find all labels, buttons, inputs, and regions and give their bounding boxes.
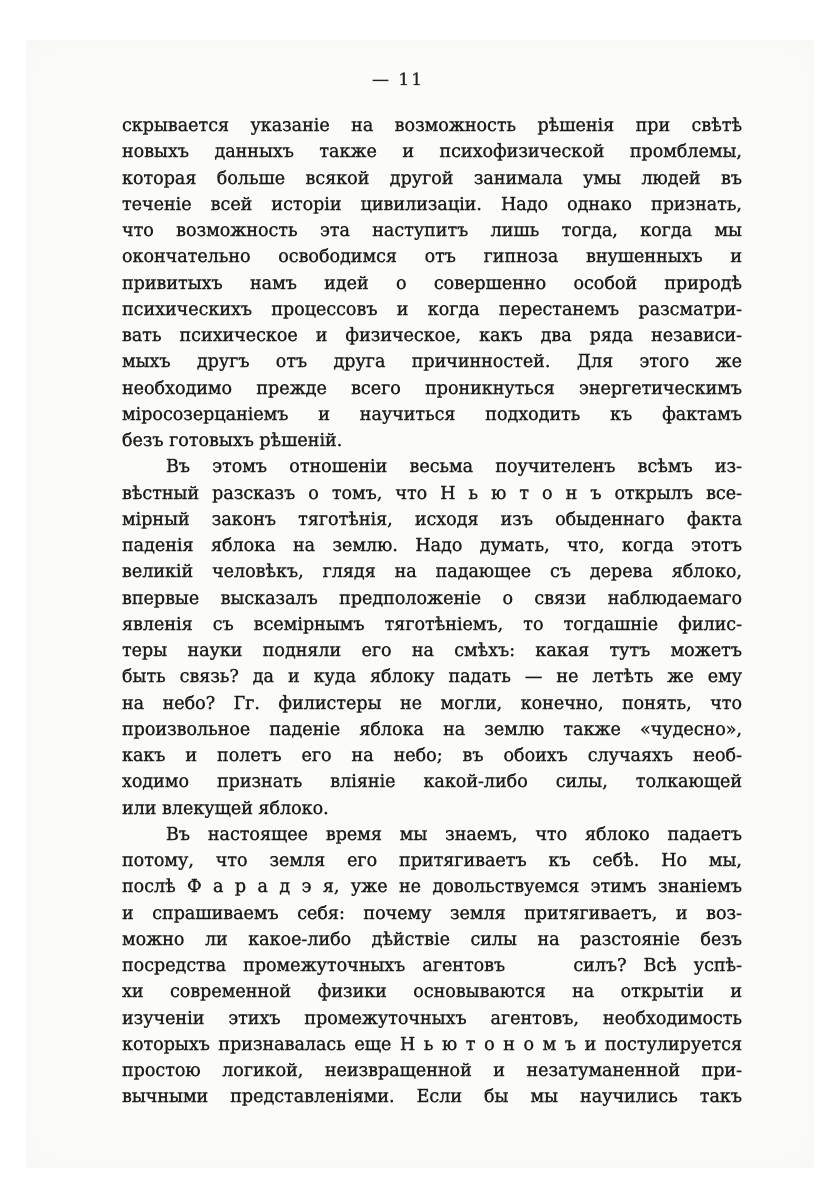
page-number: — 11 (371, 70, 425, 90)
text-line: необходимо прежде всего проникнуться энергетическимъ (122, 378, 742, 399)
text-line: психическихъ процессовъ и когда перестанемъ разсматри- (122, 299, 742, 320)
text-line: вычными представленіями. Если бы мы научились такъ (122, 1087, 742, 1108)
text-line: что возможность эта наступитъ лишь тогда, когда мы (122, 221, 742, 241)
text-line: Въ настоящее время мы знаемъ, что яблоко падаетъ (166, 824, 742, 845)
text-line: изученіи этихъ промежуточныхъ агентовъ, необходимость (122, 1008, 742, 1029)
text-line: быть связь? да и куда яблоку падать — не летѣть же ему (122, 667, 742, 688)
text-line: послѣ Ф а р а д э я, уже не довольствуемся этимъ знаніемъ (122, 877, 742, 898)
text-line: можно ли какое-либо дѣйствіе силы на разстояніе безъ (122, 929, 742, 950)
text-line: новыхъ данныхъ также и психофизической промблемы, (122, 142, 742, 163)
text-line: Въ этомъ отношеніи весьма поучителенъ всѣмъ из- (166, 457, 742, 478)
text-line: окончательно освободимся отъ гипноза внушенныхъ и (122, 247, 742, 268)
text-line: посредства промежуточныхъ агентовъ силъ? Всѣ успѣ- (122, 956, 742, 976)
text-line: впервые высказалъ предположеніе о связи наблюдаемаго (122, 588, 742, 609)
text-line: простою логикой, неизвращенной и незатуманенной при- (122, 1061, 742, 1081)
text-line: теченіе всей исторіи цивилизаціи. Надо однако признать, (122, 194, 742, 215)
text-line: которая больше всякой другой занимала умы людей въ (122, 168, 742, 189)
text-line: мыхъ другъ отъ друга причинностей. Для этого же (122, 352, 742, 373)
text-line: явленія съ всемірнымъ тяготѣніемъ, то тогдашніе филис- (122, 614, 742, 635)
text-line: какъ и полетъ его на небо; въ обоихъ случаяхъ необ- (122, 746, 742, 766)
text-line: вѣстный разсказъ о томъ, что Н ь ю т о н ъ открылъ все- (122, 483, 742, 504)
text-line: потому, что земля его притягиваетъ къ себѣ. Но мы, (122, 851, 742, 871)
text-line: ходимо признать вліяніе какой-либо силы, толкающей (122, 772, 742, 793)
text-line: безъ готовыхъ рѣшеній. (122, 431, 343, 451)
text-line: міросозерцаніемъ и научиться подходить къ фактамъ (122, 404, 742, 425)
text-line: привитыхъ намъ идей о совершенно особой природѣ (122, 273, 742, 294)
text-line: паденія яблока на землю. Надо думать, что, когда этотъ (122, 536, 742, 556)
text-line: или влекущей яблоко. (122, 798, 329, 819)
text-line: которыхъ признавалась еще Н ь ю т о н о м ъ и постулируется (122, 1034, 742, 1055)
text-line: скрывается указаніе на возможность рѣшенія при свѣтѣ (122, 116, 742, 136)
text-line: на небо? Гг. филистеры не могли, конечно, понять, что (122, 693, 742, 714)
text-line: вать психическое и физическое, какъ два ряда независи- (122, 326, 742, 346)
text-line: хи современной физики основываются на открытіи и (122, 982, 742, 1003)
text-line: великій человѣкъ, глядя на падающее съ дерева яблоко, (122, 562, 742, 583)
text-block (122, 113, 742, 1111)
text-line: и спрашиваемъ себя: почему земля притягиваетъ, и воз- (122, 903, 742, 924)
text-line: произвольное паденіе яблока на землю также «чудесно», (122, 719, 742, 740)
text-line: мірный законъ тяготѣнія, исходя изъ обыденнаго факта (122, 509, 742, 530)
text-line: теры науки подняли его на смѣхъ: какая тутъ можетъ (122, 641, 742, 661)
